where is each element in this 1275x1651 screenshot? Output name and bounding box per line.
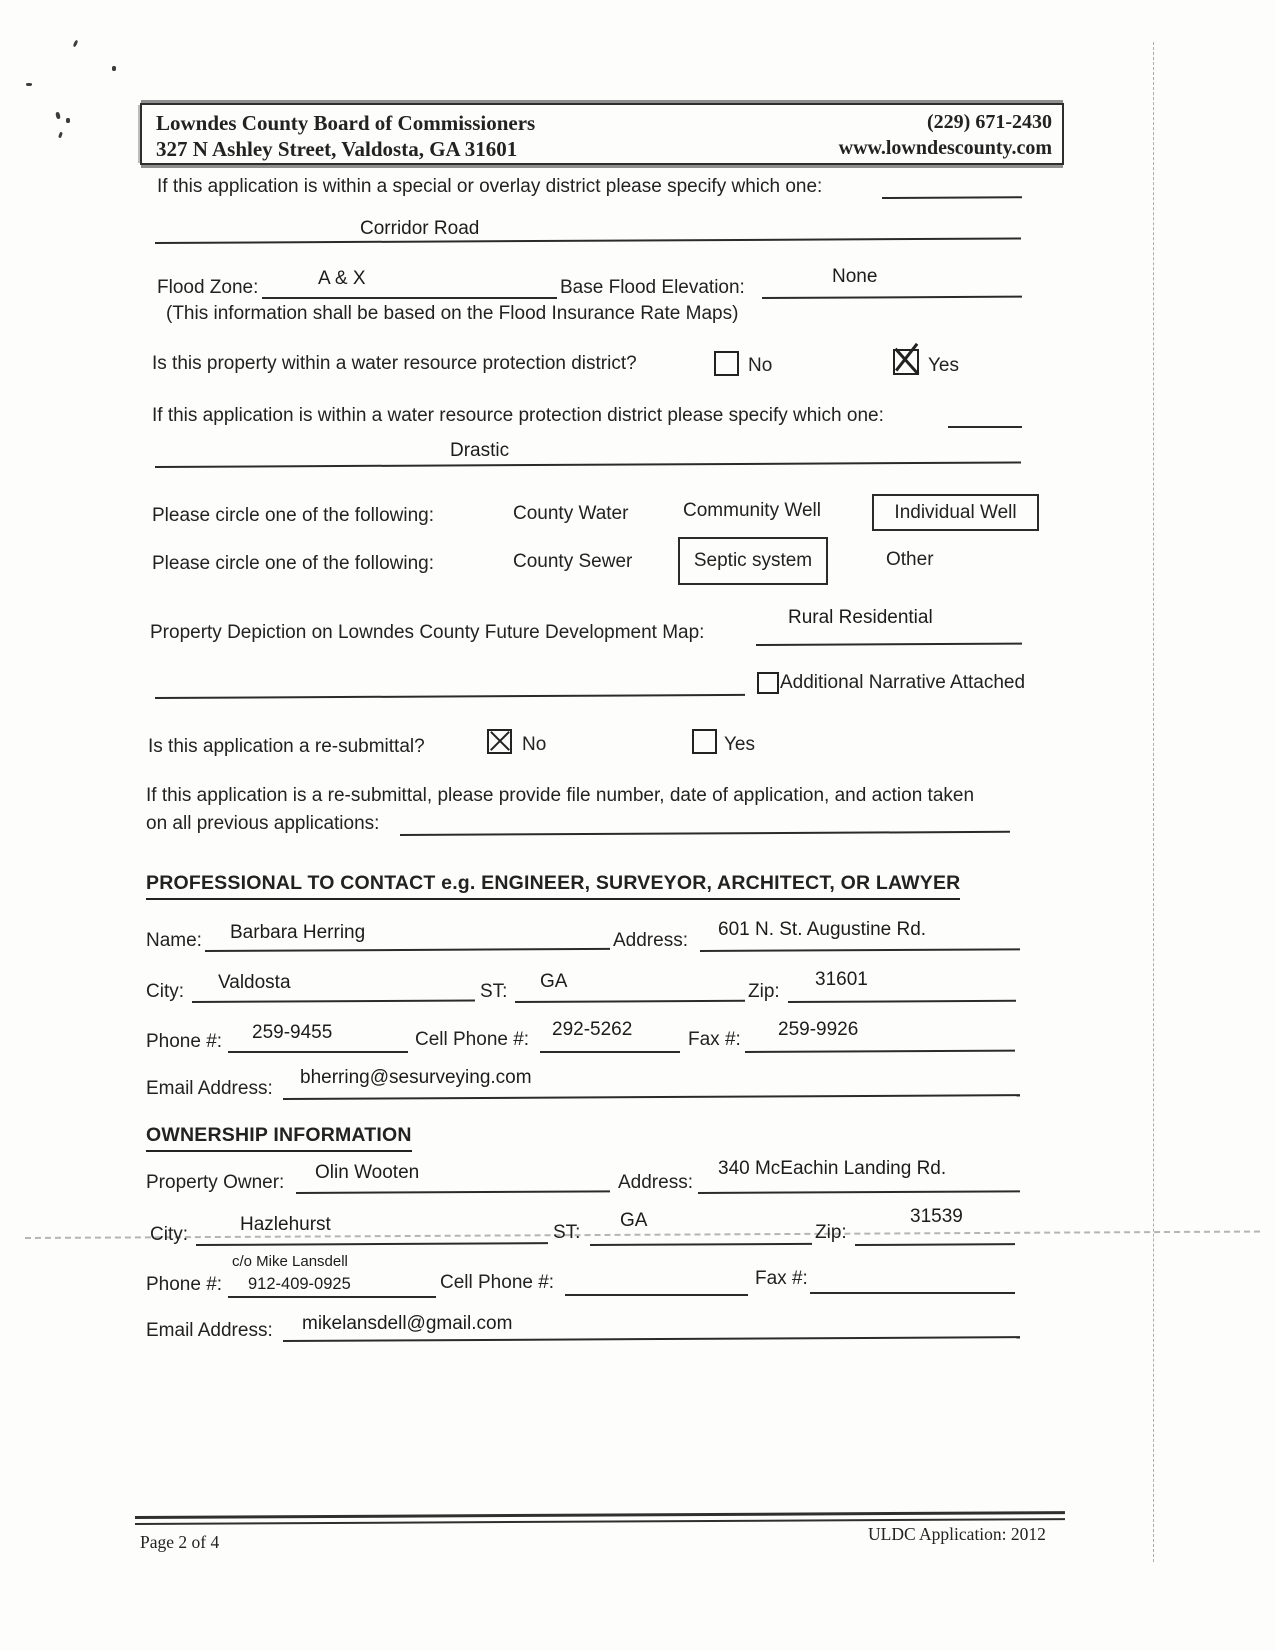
owner-zip-label: Zip:: [815, 1222, 847, 1243]
owner-email-label: Email Address:: [146, 1320, 273, 1341]
resubmittal-yes-checkbox[interactable]: [692, 729, 717, 754]
prof-address-label: Address:: [613, 930, 688, 951]
fill-line[interactable]: [155, 461, 1021, 468]
base-flood-elevation-value: None: [832, 266, 878, 287]
future-dev-value: Rural Residential: [788, 607, 933, 628]
resubmittal-followup-line2: on all previous applications:: [146, 813, 380, 834]
water-resource-yes-checkbox[interactable]: [893, 349, 919, 375]
flood-zone-value: A & X: [318, 268, 366, 289]
flood-zone-label: Flood Zone:: [157, 277, 259, 298]
option-community-well[interactable]: Community Well: [683, 500, 821, 521]
scan-speck: [26, 83, 32, 86]
owner-value: Olin Wooten: [315, 1162, 420, 1183]
future-dev-label: Property Depiction on Lowndes County Future Development Map:: [150, 622, 705, 643]
fill-line[interactable]: [515, 1000, 745, 1003]
owner-zip-value: 31539: [910, 1206, 963, 1227]
prof-phone-label: Phone #:: [146, 1031, 223, 1052]
org-name: Lowndes County Board of Commissioners: [156, 111, 536, 135]
fill-line[interactable]: [296, 1190, 610, 1194]
fill-line[interactable]: [745, 1050, 1015, 1053]
ownership-heading: OWNERSHIP INFORMATION: [146, 1124, 412, 1152]
water-district-value: Drastic: [450, 440, 510, 461]
scan-speck: [73, 40, 79, 48]
scan-speck: [58, 132, 63, 139]
resubmittal-no-checkbox[interactable]: [487, 729, 512, 754]
scan-speck: [55, 112, 61, 120]
prof-name-value: Barbara Herring: [230, 922, 366, 943]
fill-line[interactable]: [948, 426, 1022, 428]
water-resource-question: Is this property within a water resource protection district?: [152, 353, 637, 374]
option-septic-system-selected[interactable]: [678, 537, 828, 585]
option-other[interactable]: Other: [886, 549, 934, 570]
option-individual-well-label: Individual Well: [894, 501, 1017, 523]
fill-line[interactable]: [762, 296, 1022, 299]
fill-line[interactable]: [788, 1000, 1016, 1003]
prof-fax-label: Fax #:: [688, 1029, 741, 1050]
fill-line[interactable]: [155, 237, 1021, 244]
prof-st-value: GA: [540, 971, 568, 992]
fill-line[interactable]: [810, 1292, 1015, 1294]
additional-narrative-checkbox[interactable]: [757, 672, 779, 694]
fill-line[interactable]: [855, 1243, 1015, 1246]
circle-sewer-label: Please circle one of the following:: [152, 553, 434, 574]
owner-phone-value: 912-409-0925: [248, 1275, 351, 1293]
prof-zip-value: 31601: [815, 969, 868, 990]
fill-line[interactable]: [698, 1190, 1020, 1194]
fill-line[interactable]: [283, 1094, 1020, 1100]
org-website[interactable]: www.lowndescounty.com: [838, 137, 1052, 159]
fill-line[interactable]: [590, 1243, 812, 1246]
footer-doc-label: ULDC Application: 2012: [868, 1524, 1046, 1544]
prof-email-value: bherring@sesurveying.com: [300, 1067, 532, 1088]
owner-address-value: 340 McEachin Landing Rd.: [718, 1158, 947, 1179]
option-individual-well-selected[interactable]: [872, 494, 1039, 531]
owner-label: Property Owner:: [146, 1172, 285, 1193]
owner-phone-label: Phone #:: [146, 1274, 223, 1295]
additional-narrative-label: Additional Narrative Attached: [780, 672, 1026, 693]
footer-rule: [135, 1511, 1065, 1525]
professional-heading: PROFESSIONAL TO CONTACT e.g. ENGINEER, SURVEYOR, ARCHITECT, OR LAWYER: [146, 872, 960, 900]
circle-water-label: Please circle one of the following:: [152, 505, 434, 526]
prof-cell-value: 292-5262: [552, 1019, 633, 1040]
scan-edge-line: [1153, 42, 1154, 1562]
option-county-sewer[interactable]: County Sewer: [513, 551, 633, 572]
prof-phone-value: 259-9455: [252, 1022, 333, 1043]
resubmittal-followup-line1: If this application is a re-submittal, please provide file number, date of application, and action taken: [146, 785, 975, 806]
prof-name-label: Name:: [146, 930, 202, 951]
letterhead-box: [140, 103, 1064, 165]
fill-line[interactable]: [155, 694, 745, 699]
owner-city-label: City:: [150, 1224, 188, 1245]
fill-line[interactable]: [262, 297, 557, 299]
firm-note: (This information shall be based on the Flood Insurance Rate Maps): [166, 303, 739, 324]
owner-city-value: Hazlehurst: [240, 1214, 331, 1235]
fill-line[interactable]: [196, 1242, 548, 1246]
fill-line[interactable]: [400, 831, 1010, 836]
prof-email-label: Email Address:: [146, 1078, 273, 1099]
fill-line[interactable]: [205, 948, 610, 952]
water-resource-yes-label: Yes: [928, 355, 959, 376]
prof-st-label: ST:: [480, 981, 508, 1002]
fill-line[interactable]: [228, 1296, 436, 1298]
prof-city-label: City:: [146, 981, 184, 1002]
fill-line[interactable]: [882, 196, 1022, 199]
water-district-label: If this application is within a water resource protection district please specify which one:: [152, 405, 884, 426]
fill-line[interactable]: [756, 643, 1022, 646]
scan-speck: [112, 66, 116, 71]
owner-st-label: ST:: [553, 1222, 581, 1243]
base-flood-elevation-label: Base Flood Elevation:: [560, 277, 745, 298]
option-septic-system-label: Septic system: [693, 550, 813, 571]
option-county-water[interactable]: County Water: [513, 503, 629, 524]
prof-zip-label: Zip:: [748, 981, 780, 1002]
owner-address-label: Address:: [618, 1172, 693, 1193]
resubmittal-no-label: No: [522, 734, 547, 755]
owner-cell-label: Cell Phone #:: [440, 1272, 555, 1293]
fill-line[interactable]: [540, 1051, 680, 1053]
prof-address-value: 601 N. St. Augustine Rd.: [718, 919, 927, 940]
fill-line[interactable]: [700, 948, 1020, 952]
org-address: 327 N Ashley Street, Valdosta, GA 31601: [156, 137, 518, 161]
owner-st-value: GA: [620, 1210, 648, 1231]
org-phone: (229) 671-2430: [927, 111, 1052, 133]
fill-line[interactable]: [283, 1336, 1020, 1342]
overlay-district-label: If this application is within a special or overlay district please specify which one:: [157, 176, 823, 197]
footer-page-number: Page 2 of 4: [140, 1532, 220, 1552]
fill-line[interactable]: [565, 1294, 748, 1296]
fill-line[interactable]: [228, 1051, 408, 1053]
scan-speck: [66, 118, 70, 123]
water-resource-no-label: No: [748, 355, 773, 376]
owner-email-value: mikelansdell@gmail.com: [302, 1313, 513, 1334]
prof-cell-label: Cell Phone #:: [415, 1029, 530, 1050]
fill-line[interactable]: [192, 1000, 475, 1003]
overlay-district-value: Corridor Road: [360, 218, 480, 239]
prof-city-value: Valdosta: [218, 972, 291, 993]
water-resource-no-checkbox[interactable]: [714, 351, 739, 376]
prof-fax-value: 259-9926: [778, 1019, 859, 1040]
resubmittal-question: Is this application a re-submittal?: [148, 736, 425, 757]
owner-phone-note: c/o Mike Lansdell: [232, 1253, 348, 1270]
owner-fax-label: Fax #:: [755, 1268, 808, 1289]
resubmittal-yes-label: Yes: [724, 734, 755, 755]
